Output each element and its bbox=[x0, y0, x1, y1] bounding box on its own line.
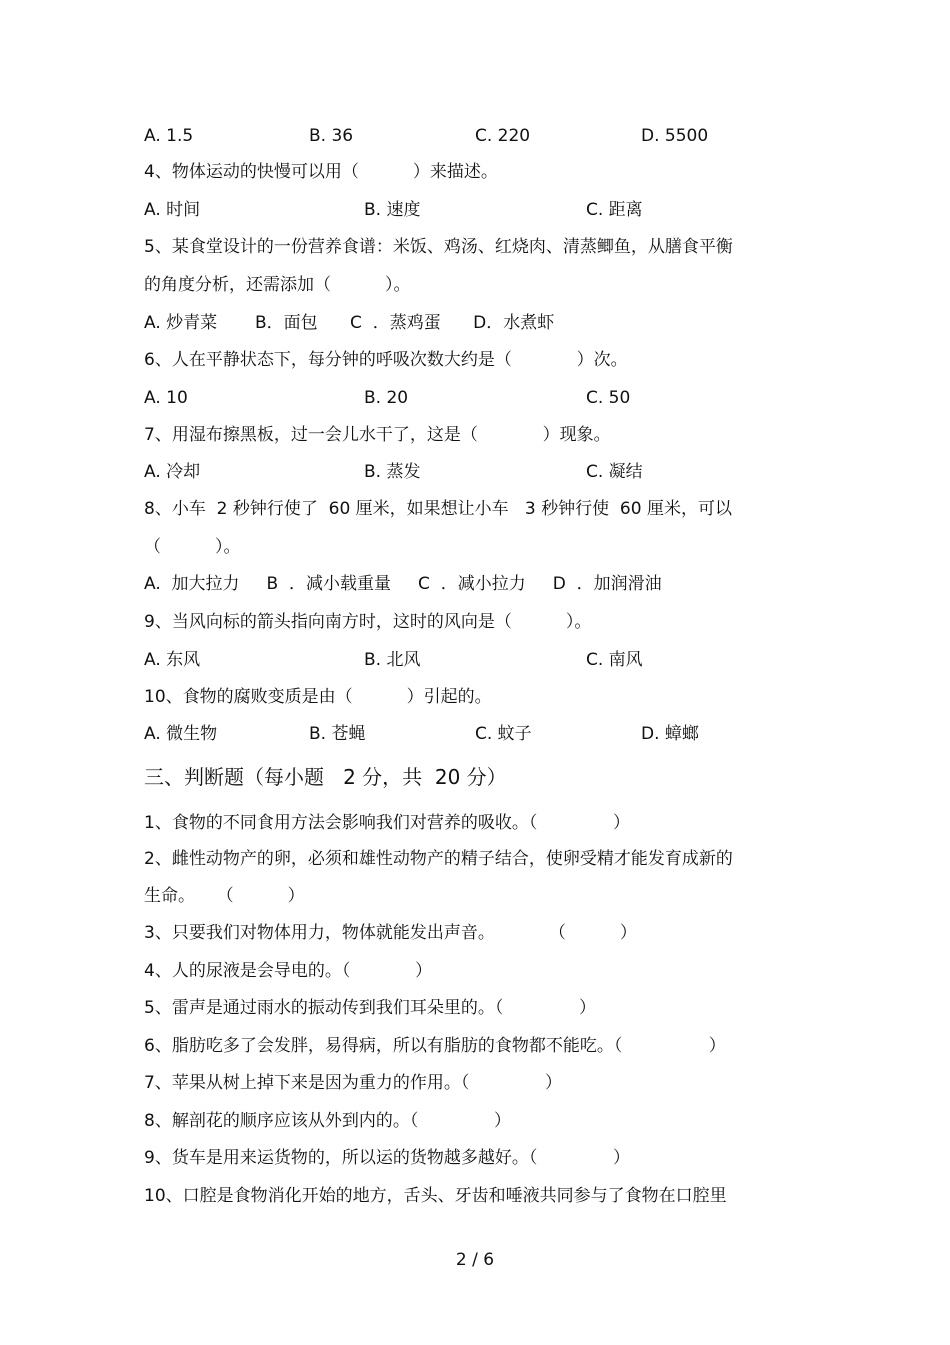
section-heading: 三、判断题（每小题 2 分，共 20 分） bbox=[144, 765, 507, 789]
judgment-item: 10、口腔是食物消化开始的地方，舌头、牙齿和唾液共同参与了食物在口腔里 bbox=[144, 1186, 727, 1206]
q9-option-a: A. 东风 bbox=[144, 650, 201, 670]
q4-option-c: C. 距离 bbox=[586, 200, 643, 220]
q3-option-d: D. 5500 bbox=[641, 126, 709, 146]
q6-text: 6、人在平静状态下，每分钟的呼吸次数大约是（ ）次。 bbox=[144, 350, 628, 370]
q8-options: A. 加大拉力 B ．减小载重量 C ．减小拉力 D ．加润滑油 bbox=[144, 574, 662, 594]
judgment-item: 7、苹果从树上掉下来是因为重力的作用。（ ） bbox=[144, 1073, 562, 1093]
q5-text-line2: 的角度分析，还需添加（ ）。 bbox=[144, 275, 411, 295]
q9-option-b: B. 北风 bbox=[364, 650, 421, 670]
judgment-item: 5、雷声是通过雨水的振动传到我们耳朵里的。（ ） bbox=[144, 998, 596, 1018]
judgment-item: 8、解剖花的顺序应该从外到内的。（ ） bbox=[144, 1111, 511, 1131]
q7-option-b: B. 蒸发 bbox=[364, 462, 421, 482]
q3-option-a: A. 1.5 bbox=[144, 126, 194, 146]
q6-option-b: B. 20 bbox=[364, 388, 409, 408]
q10-option-a: A. 微生物 bbox=[144, 724, 218, 744]
judgment-item: 3、只要我们对物体用力，物体就能发出声音。 （ ） bbox=[144, 923, 637, 943]
q4-text: 4、物体运动的快慢可以用（ ）来描述。 bbox=[144, 162, 498, 182]
judgment-item: 2、雌性动物产的卵，必须和雄性动物产的精子结合，使卵受精才能发育成新的 bbox=[144, 849, 733, 869]
judgment-item: 1、食物的不同食用方法会影响我们对营养的吸收。（ ） bbox=[144, 813, 630, 833]
judgment-item: 6、脂肪吃多了会发胖，易得病，所以有脂肪的食物都不能吃。（ ） bbox=[144, 1036, 726, 1056]
judgment-item: 生命。 （ ） bbox=[144, 886, 305, 906]
q5-text-line1: 5、某食堂设计的一份营养食谱：米饭、鸡汤、红烧肉、清蒸鲫鱼，从膳食平衡 bbox=[144, 237, 733, 257]
q9-option-c: C. 南风 bbox=[586, 650, 643, 670]
judgment-item: 9、货车是用来运货物的，所以运的货物越多越好。（ ） bbox=[144, 1148, 630, 1168]
q10-option-c: C. 蚊子 bbox=[475, 724, 532, 744]
q10-option-d: D. 蟑螂 bbox=[641, 724, 699, 744]
q3-option-c: C. 220 bbox=[475, 126, 531, 146]
q4-option-a: A. 时间 bbox=[144, 200, 201, 220]
q8-text-line2: （ ）。 bbox=[144, 537, 241, 557]
q9-text: 9、当风向标的箭头指向南方时，这时的风向是（ ）。 bbox=[144, 612, 592, 632]
q4-option-b: B. 速度 bbox=[364, 200, 421, 220]
q3-option-b: B. 36 bbox=[309, 126, 354, 146]
q6-option-c: C. 50 bbox=[586, 388, 631, 408]
q7-option-c: C. 凝结 bbox=[586, 462, 643, 482]
q6-option-a: A. 10 bbox=[144, 388, 188, 408]
q8-text-line1: 8、小车 2 秒钟行使了 60 厘米，如果想让小车 3 秒钟行使 60 厘米，可以 bbox=[144, 499, 732, 519]
q10-option-b: B. 苍蝇 bbox=[309, 724, 366, 744]
q5-options: A. 炒青菜 B．面包 C ．蒸鸡蛋 D．水煮虾 bbox=[144, 313, 555, 333]
q7-option-a: A. 冷却 bbox=[144, 462, 201, 482]
page-number: 2 / 6 bbox=[455, 1250, 495, 1270]
q7-text: 7、用湿布擦黑板，过一会儿水干了，这是（ ）现象。 bbox=[144, 425, 611, 445]
judgment-item: 4、人的尿液是会导电的。（ ） bbox=[144, 961, 433, 981]
q10-text: 10、食物的腐败变质是由（ ）引起的。 bbox=[144, 687, 492, 707]
